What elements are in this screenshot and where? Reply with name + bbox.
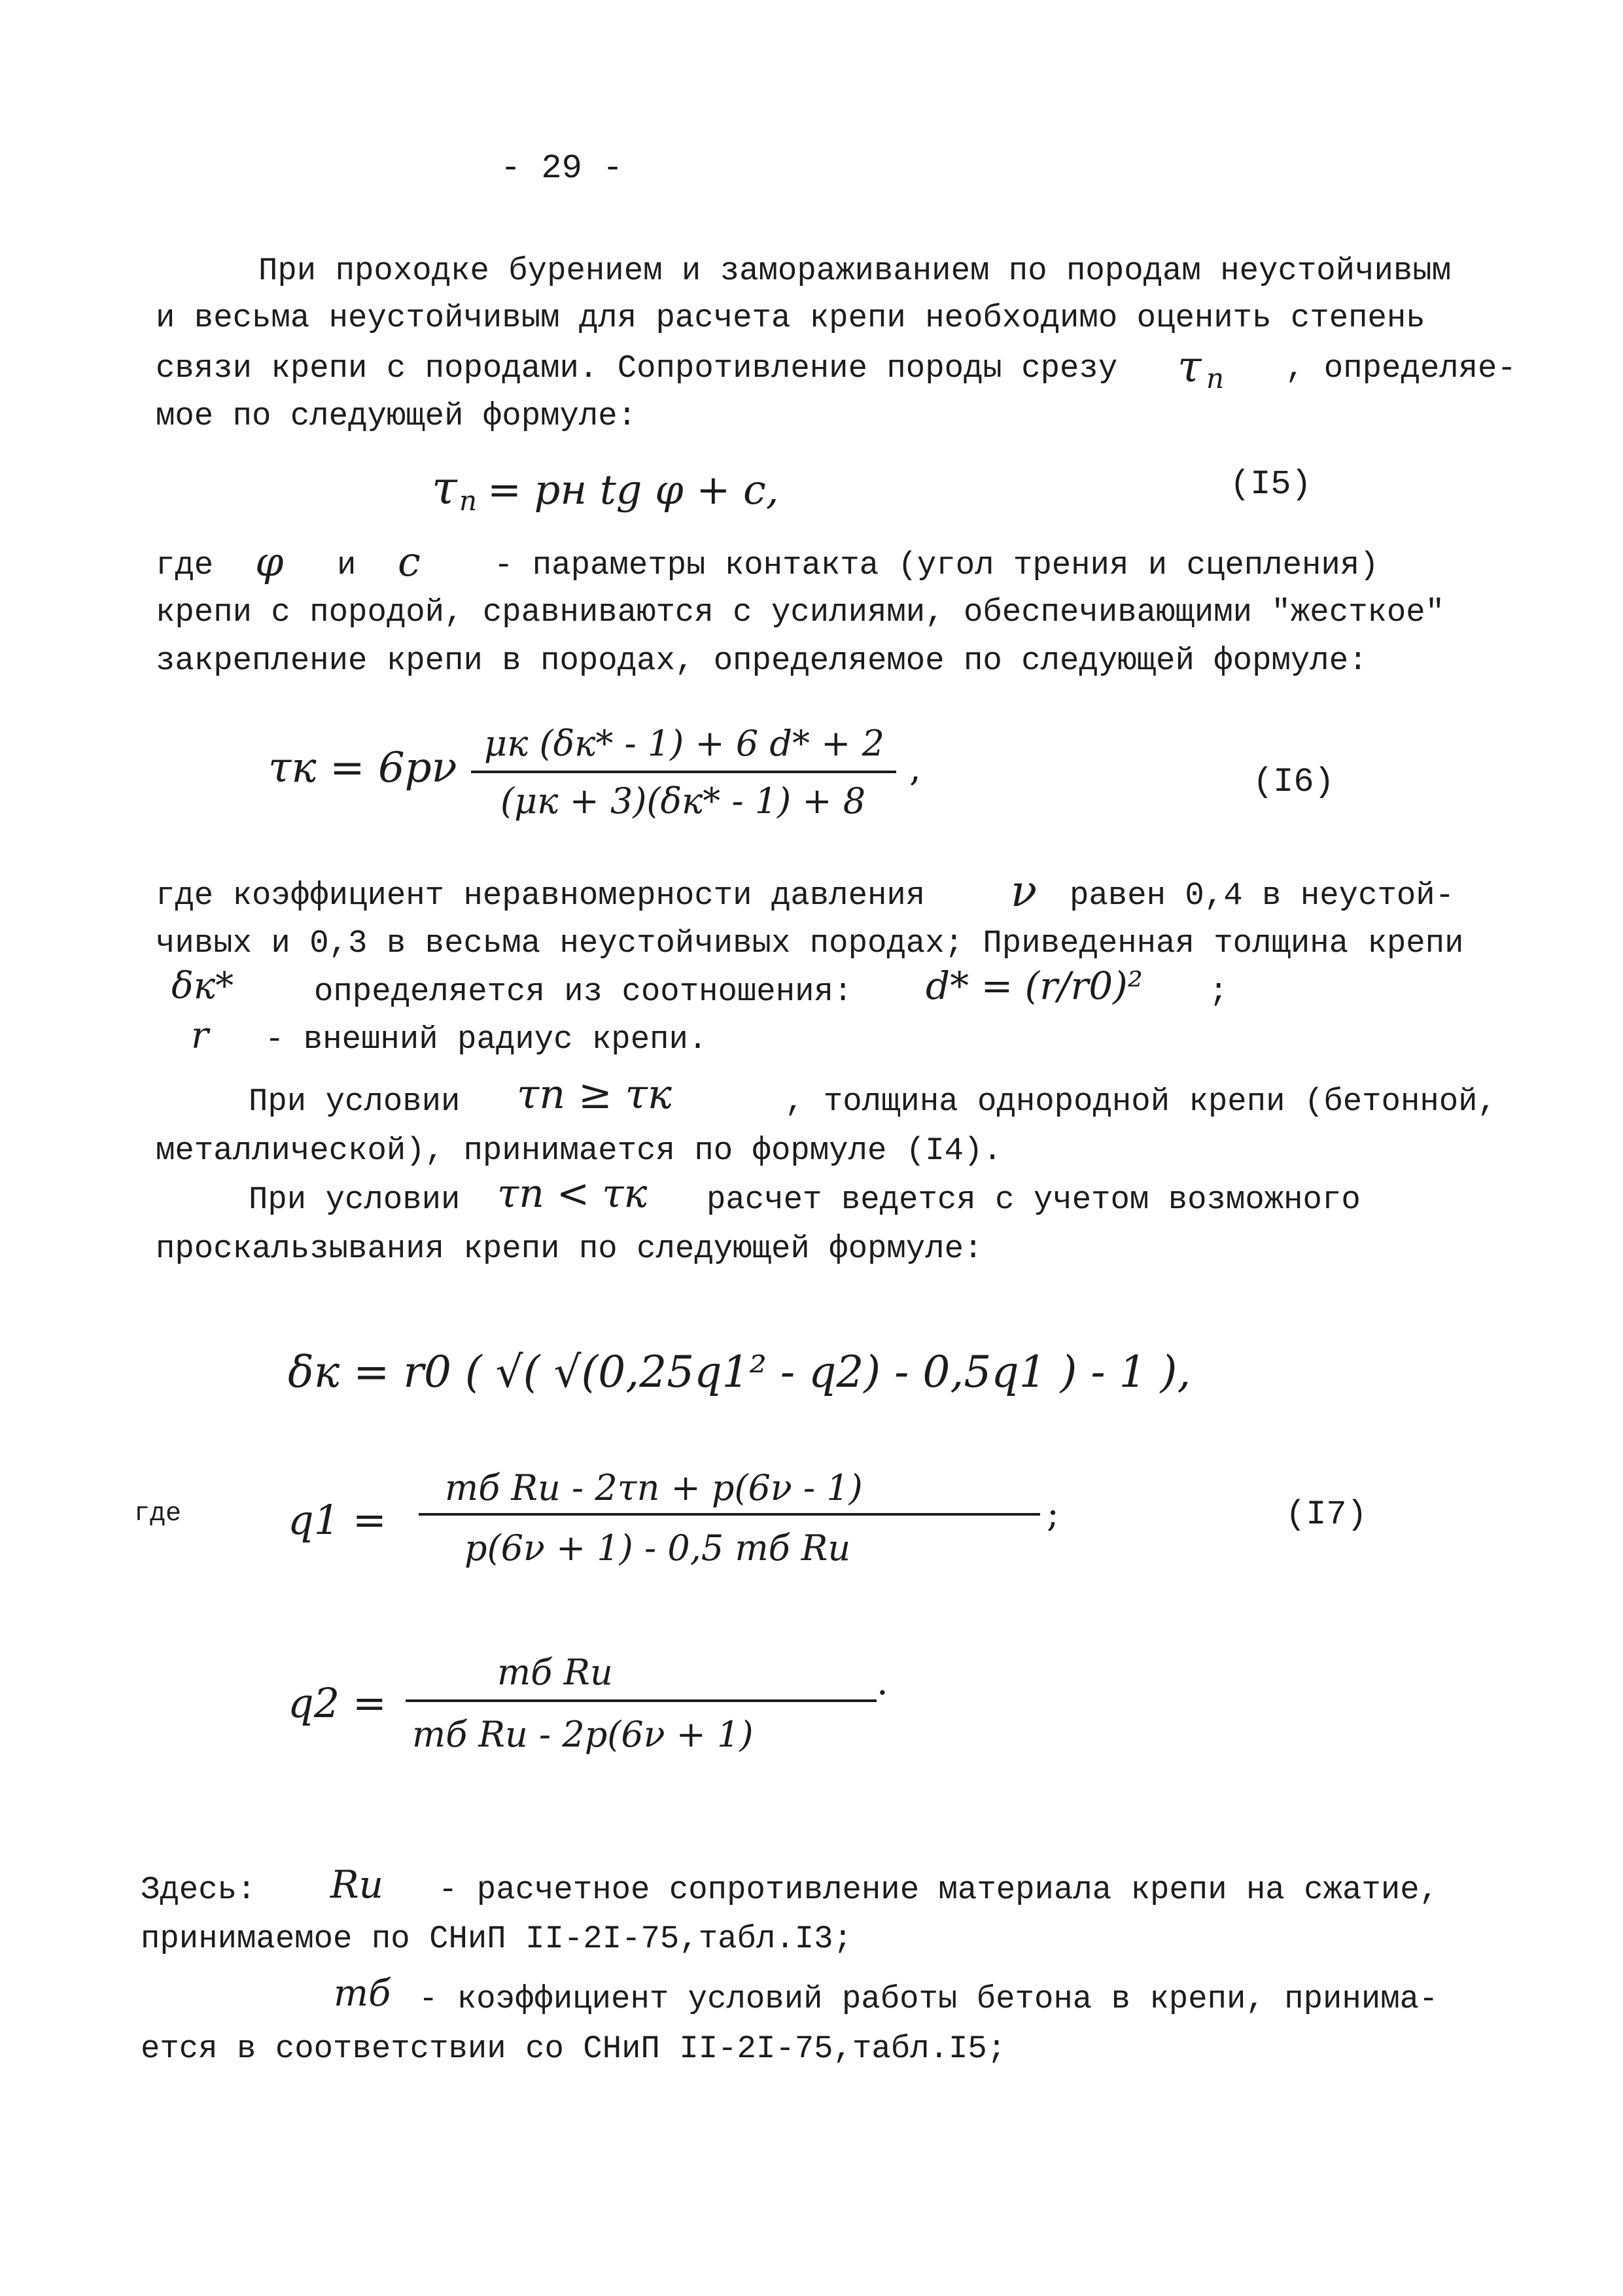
paragraph3-semicolon: ; [1209, 973, 1229, 1010]
svg-text:;: ; [1047, 1493, 1059, 1535]
paragraph2-line1: - параметры контакта (угол трения и сцепления) [494, 547, 1379, 583]
delta-symbol: δк* [171, 965, 234, 1007]
c-symbol: c [398, 538, 421, 585]
svg-text:.: . [877, 1661, 888, 1703]
paragraph3-line1a: где коэффициент неравномерности давления [156, 877, 926, 914]
paragraph5-line1a: При условии [249, 1181, 461, 1218]
page-number: - 29 - [500, 149, 623, 188]
condition-ge: τп ≥ τк [517, 1070, 672, 1118]
paragraph2-line3: закрепление крепи в породах, определяемое по следующей формуле: [156, 642, 1368, 679]
svg-text:τ: τ [432, 461, 457, 515]
svg-text:τк = 6pν: τк = 6pν [268, 744, 457, 792]
relation-d-star: d* = (r/r0)² [926, 964, 1143, 1008]
paragraph4-line1a: При условии [249, 1083, 461, 1120]
paragraph1-line3a: связи крепи с породами. Сопротивление породы срезу [156, 350, 1118, 387]
svg-text:= pн tg φ + c,: = pн tg φ + c, [487, 466, 779, 513]
formula-17-q2 [288, 1648, 942, 1792]
paragraph4-line1b: , толщина однородной крепи (бетонной, [785, 1083, 1497, 1120]
paragraph4-line2: металлической), принимается по формуле (I4). [156, 1132, 1002, 1169]
svg-text:p(6ν + 1) - 0,5 mб Rи: p(6ν + 1) - 0,5 mб Rи [464, 1527, 851, 1569]
formula15-number: (I5) [1230, 465, 1312, 504]
svg-text:mб Rи - 2τп + p(6ν - 1): mб Rи - 2τп + p(6ν - 1) [445, 1467, 863, 1508]
paragraph2-and: и [337, 547, 357, 583]
r-symbol: r [191, 1015, 209, 1057]
paragraph5-line1b: расчет ведется с учетом возможного [707, 1181, 1361, 1218]
paragraph1-line3b: , определяе- [1285, 350, 1516, 387]
svg-text:τ: τ [1178, 341, 1202, 392]
Ru-definition-line2: принимаемое по СНиП II-2I-75,табл.I3; [141, 1921, 852, 1957]
mb-definition-line1: - коэффициент условий работы бетона в крепи, принима- [419, 1981, 1439, 2017]
svg-text:mб Rи: mб Rи [497, 1652, 613, 1693]
paragraph3-line3: определяется из соотношения: [314, 973, 853, 1010]
svg-text:,: , [909, 747, 921, 790]
formula-17-main [288, 1302, 1191, 1433]
paragraph1-line4: мое по следующей формуле: [156, 398, 637, 434]
svg-text:q2 =: q2 = [288, 1679, 387, 1727]
paragraph2-line2: крепи с породой, сравниваются с усилиями, обеспечивающими "жесткое" [156, 594, 1445, 631]
formula17-number: (I7) [1285, 1495, 1367, 1534]
svg-text:δк = r0 ( √( √(0,25q1² - q2) -: δк = r0 ( √( √(0,25q1² - q2) - 0,5q1 ) - 1 ), [288, 1347, 1191, 1397]
paragraph3-line4: - внешний радиус крепи. [265, 1021, 708, 1058]
condition-lt: τп < τк [497, 1171, 648, 1217]
phi-symbol: φ [255, 538, 284, 585]
Ru-definition-line1: - расчетное сопротивление материала крепи на сжатие, [438, 1871, 1439, 1908]
paragraph1-line2: и весьма неустойчивым для расчета крепи необходимо оценить степень [156, 300, 1425, 336]
mb-definition-line2: ется в соответствии со СНиП II-2I-75,табл.I5; [141, 2030, 1007, 2067]
tau-n-symbol [1178, 343, 1269, 396]
Ru-symbol: Rи [330, 1862, 384, 1907]
formula-16 [268, 710, 988, 847]
formula-17-q1 [288, 1455, 1073, 1599]
paragraph5-line2: проскальзывания крепи по следующей формуле: [156, 1230, 983, 1267]
paragraph3-line1b: равен 0,4 в неустой- [1070, 877, 1455, 914]
svg-text:mб Rи - 2p(6ν + 1): mб Rи - 2p(6ν + 1) [412, 1714, 754, 1755]
definitions-here: Здесь: [141, 1871, 256, 1908]
paragraph2-where: где [156, 547, 214, 583]
paragraph3-line2: чивых и 0,3 в весьма неустойчивых породах; Приведенная толщина крепи [156, 925, 1464, 962]
paragraph1-line1: При проходке бурением и замораживанием по породам неустойчивым [258, 252, 1452, 289]
svg-text:(μк + 3)(δк* - 1) + 8: (μк + 3)(δк* - 1) + 8 [500, 780, 866, 822]
svg-text:n: n [459, 485, 478, 517]
svg-text:n: n [1206, 362, 1225, 394]
svg-text:μк (δк* - 1) + 6 d* + 2: μк (δк* - 1) + 6 d* + 2 [484, 723, 884, 764]
formula17-where: где [134, 1499, 182, 1529]
nu-symbol: ν [1011, 866, 1038, 916]
formula-15 [432, 451, 890, 523]
svg-text:q1 =: q1 = [288, 1496, 387, 1544]
mb-symbol: mб [334, 1972, 391, 2015]
formula16-number: (I6) [1253, 763, 1335, 801]
